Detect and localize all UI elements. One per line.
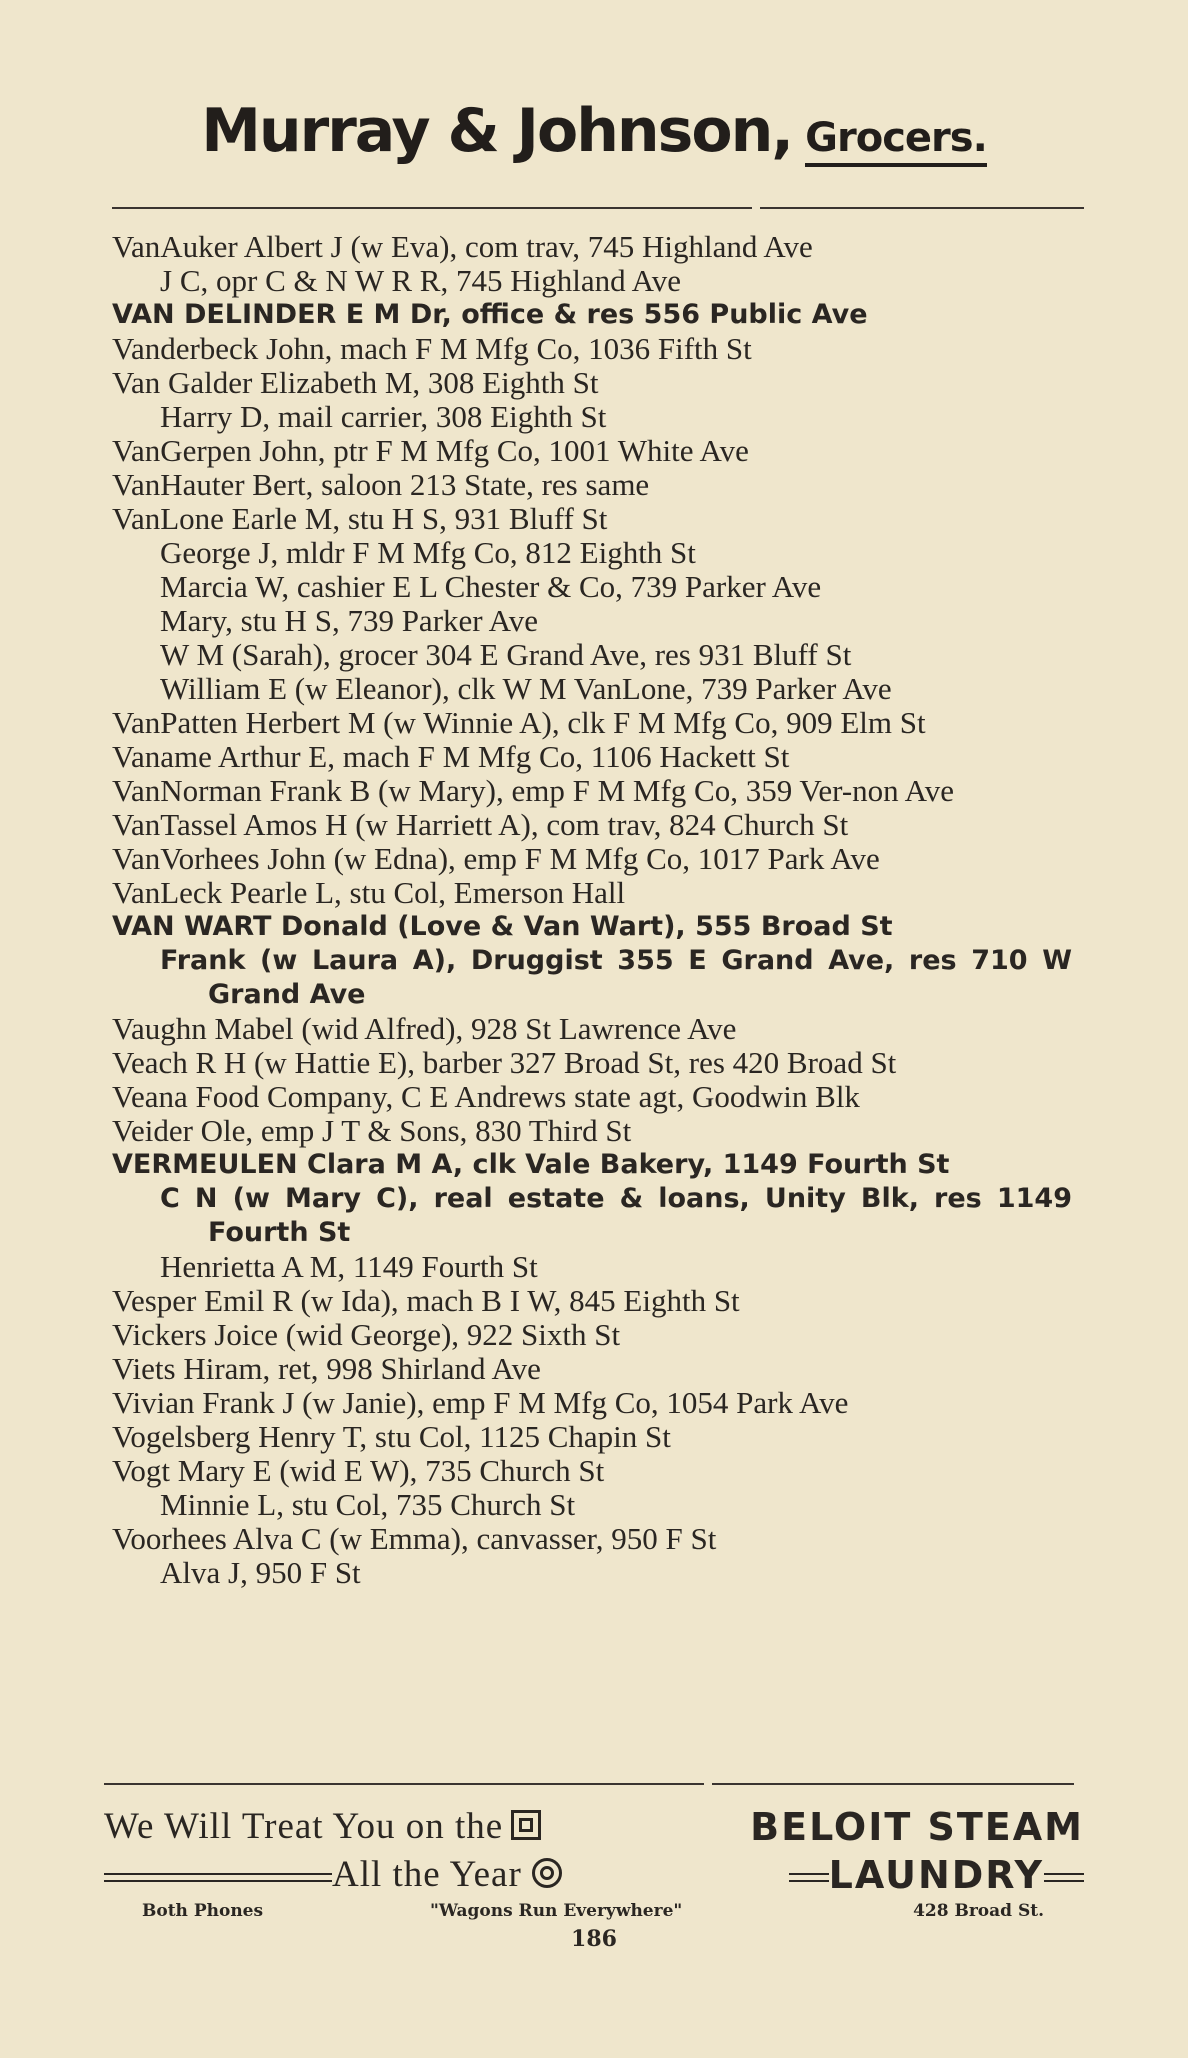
ad-line2-left: All the Year xyxy=(332,1854,522,1895)
directory-entry: Minnie L, stu Col, 735 Church St xyxy=(160,1487,576,1522)
directory-entry: W M (Sarah), grocer 304 E Grand Ave, res 931 Bluff St xyxy=(160,637,852,672)
directory-entry: VAN WART Donald (Love & Van Wart), 555 Broad St xyxy=(112,911,893,942)
ad-line1-left: We Will Treat You on the xyxy=(104,1806,504,1847)
directory-entry: Vickers Joice (wid George), 922 Sixth St xyxy=(112,1317,621,1352)
header-rule-left xyxy=(112,207,752,209)
circle-emblem-icon xyxy=(532,1858,562,1888)
ad-double-rule-left xyxy=(104,1873,332,1882)
ad-slogan: "Wagons Run Everywhere" xyxy=(430,1901,683,1921)
directory-entry: J C, opr C & N W R R, 745 Highland Ave xyxy=(160,263,681,298)
ad-double-rule-mid xyxy=(789,1873,829,1882)
directory-entry: Vivian Frank J (w Janie), emp F M Mfg Co, 1054 Park Ave xyxy=(112,1385,849,1420)
directory-entry: VanVorhees John (w Edna), emp F M Mfg Co, 1017 Park Ave xyxy=(112,841,880,876)
directory-entry: Veach R H (w Hattie E), barber 327 Broad St, res 420 Broad St xyxy=(112,1045,897,1080)
directory-listings xyxy=(112,230,1072,1590)
page-header xyxy=(0,96,1188,166)
directory-entry: VanAuker Albert J (w Eva), com trav, 745 Highland Ave xyxy=(112,229,813,264)
advertiser-name: Murray & Johnson, xyxy=(201,96,793,166)
directory-entry: Viets Hiram, ret, 998 Shirland Ave xyxy=(112,1351,541,1386)
ad-line1-right: BELOIT STEAM xyxy=(750,1805,1084,1849)
directory-entry: Vanderbeck John, mach F M Mfg Co, 1036 Fifth St xyxy=(112,331,752,366)
directory-entry: Vogelsberg Henry T, stu Col, 1125 Chapin St xyxy=(112,1419,671,1454)
page-number: 186 xyxy=(571,1926,617,1952)
directory-entry: George J, mldr F M Mfg Co, 812 Eighth St xyxy=(160,535,696,570)
directory-entry: VAN DELINDER E M Dr, office & res 556 Public Ave xyxy=(112,299,868,330)
directory-entry: VanHauter Bert, saloon 213 State, res same xyxy=(112,467,650,502)
directory-entry: Van Galder Elizabeth M, 308 Eighth St xyxy=(112,365,599,400)
advertiser-trade: Grocers. xyxy=(805,115,987,167)
ad-address: 428 Broad St. xyxy=(913,1901,1044,1921)
directory-entry: Veana Food Company, C E Andrews state agt, Goodwin Blk xyxy=(112,1079,860,1114)
directory-entry: VanLeck Pearle L, stu Col, Emerson Hall xyxy=(112,875,626,910)
directory-entry: Alva J, 950 F St xyxy=(160,1555,361,1590)
directory-entry: Mary, stu H S, 739 Parker Ave xyxy=(160,603,538,638)
directory-entry: Vogt Mary E (wid E W), 735 Church St xyxy=(112,1453,605,1488)
ad-rule-left xyxy=(104,1783,704,1785)
ad-phones: Both Phones xyxy=(142,1901,264,1921)
directory-entry: VanTassel Amos H (w Harriett A), com trav, 824 Church St xyxy=(112,807,849,842)
directory-entry: Henrietta A M, 1149 Fourth St xyxy=(160,1249,538,1284)
laundry-advertisement xyxy=(104,1805,1084,1925)
square-emblem-icon xyxy=(511,1810,541,1840)
directory-entry: VanGerpen John, ptr F M Mfg Co, 1001 White Ave xyxy=(112,433,749,468)
directory-entry: Vaname Arthur E, mach F M Mfg Co, 1106 Hackett St xyxy=(112,739,790,774)
directory-entry: Frank (w Laura A), Druggist 355 E Grand Ave, res 710 W Grand Ave xyxy=(160,945,1072,1010)
directory-entry: VanPatten Herbert M (w Winnie A), clk F M Mfg Co, 909 Elm St xyxy=(112,705,926,740)
directory-entry: Harry D, mail carrier, 308 Eighth St xyxy=(160,399,607,434)
directory-entry: VanNorman Frank B (w Mary), emp F M Mfg Co, 359 Ver-non Ave xyxy=(112,773,955,808)
directory-entry: VERMEULEN Clara M A, clk Vale Bakery, 1149 Fourth St xyxy=(112,1149,950,1180)
ad-rule-right xyxy=(712,1783,1074,1785)
ad-line2-right: LAUNDRY xyxy=(828,1853,1044,1897)
directory-entry: VanLone Earle M, stu H S, 931 Bluff St xyxy=(112,501,608,536)
directory-entry: C N (w Mary C), real estate & loans, Unity Blk, res 1149 Fourth St xyxy=(160,1183,1072,1248)
ad-double-rule-right xyxy=(1044,1873,1084,1882)
directory-entry: William E (w Eleanor), clk W M VanLone, 739 Parker Ave xyxy=(160,671,892,706)
directory-entry: Marcia W, cashier E L Chester & Co, 739 Parker Ave xyxy=(160,569,822,604)
directory-entry: Veider Ole, emp J T & Sons, 830 Third St xyxy=(112,1113,632,1148)
directory-entry: Vaughn Mabel (wid Alfred), 928 St Lawrence Ave xyxy=(112,1011,737,1046)
header-rule-right xyxy=(760,207,1084,209)
directory-entry: Vesper Emil R (w Ida), mach B I W, 845 Eighth St xyxy=(112,1283,740,1318)
directory-entry: Voorhees Alva C (w Emma), canvasser, 950 F St xyxy=(112,1521,717,1556)
